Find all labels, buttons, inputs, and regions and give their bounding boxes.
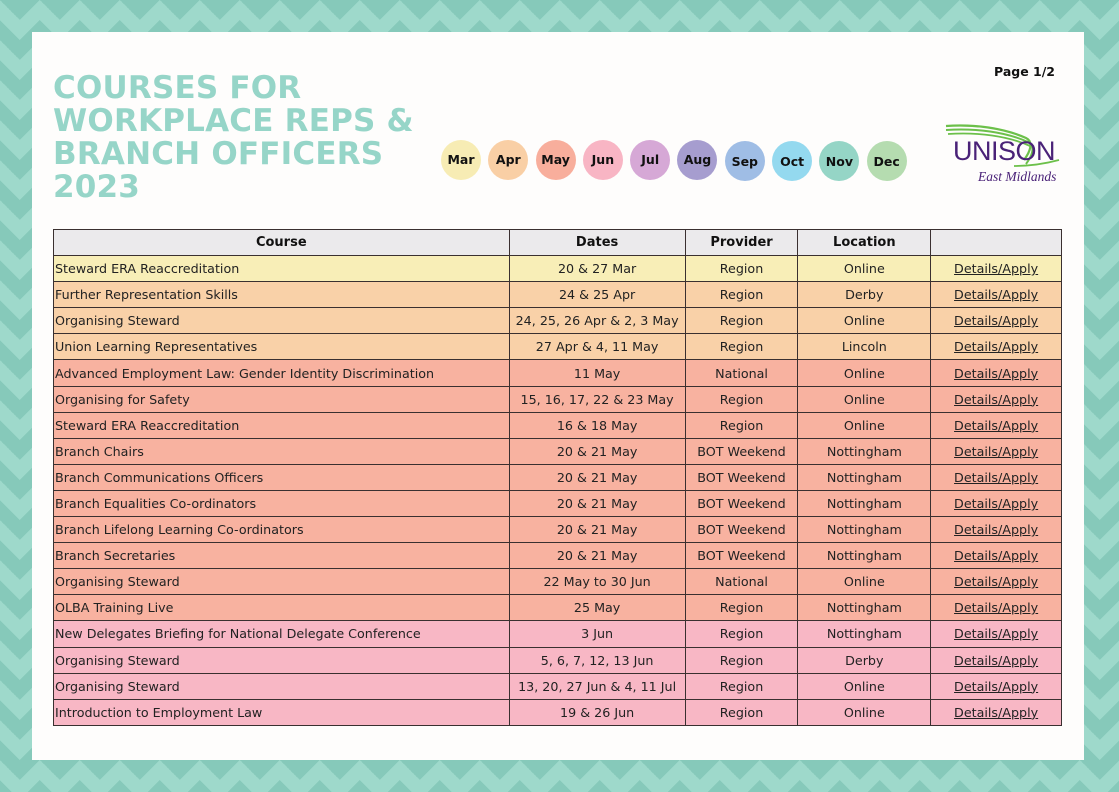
title-line-1: COURSES FOR (53, 70, 302, 106)
column-header-provider: Provider (685, 230, 798, 256)
course-cell: Branch Communications Officers (54, 464, 510, 490)
dates-cell: 20 & 21 May (509, 438, 685, 464)
provider-cell: BOT Weekend (685, 464, 798, 490)
title-line-2: WORKPLACE REPS & (53, 103, 414, 139)
link-cell (931, 308, 1062, 334)
dates-cell: 24, 25, 26 Apr & 2, 3 May (509, 308, 685, 334)
month-badge-dec: Dec (867, 141, 907, 181)
location-cell: Nottingham (798, 517, 931, 543)
dates-cell: 20 & 27 Mar (509, 256, 685, 282)
table-row (54, 386, 1062, 412)
course-cell: Union Learning Representatives (54, 334, 510, 360)
details-apply-link[interactable]: Details/Apply (954, 313, 1039, 329)
link-cell (931, 490, 1062, 516)
details-apply-link[interactable]: Details/Apply (954, 548, 1039, 564)
page-number: Page 1/2 (994, 64, 1055, 79)
provider-cell: Region (685, 308, 798, 334)
link-cell (931, 464, 1062, 490)
link-cell (931, 621, 1062, 647)
location-cell: Online (798, 412, 931, 438)
month-color-legend (441, 138, 907, 181)
course-cell: Organising Steward (54, 647, 510, 673)
location-cell: Online (798, 308, 931, 334)
details-apply-link[interactable]: Details/Apply (954, 652, 1039, 668)
dates-cell: 22 May to 30 Jun (509, 569, 685, 595)
details-apply-link[interactable]: Details/Apply (954, 339, 1039, 355)
month-badge-mar: Mar (441, 140, 481, 180)
dates-cell: 11 May (509, 360, 685, 386)
table-row (54, 673, 1062, 699)
link-cell (931, 517, 1062, 543)
location-cell: Nottingham (798, 490, 931, 516)
column-header-course: Course (54, 230, 510, 256)
link-cell (931, 256, 1062, 282)
details-apply-link[interactable]: Details/Apply (954, 391, 1039, 407)
details-apply-link[interactable]: Details/Apply (954, 522, 1039, 538)
provider-cell: Region (685, 256, 798, 282)
link-cell (931, 543, 1062, 569)
table-row (54, 334, 1062, 360)
details-apply-link[interactable]: Details/Apply (954, 704, 1039, 720)
table-row (54, 647, 1062, 673)
provider-cell: Region (685, 621, 798, 647)
location-cell: Derby (798, 282, 931, 308)
course-cell: Branch Secretaries (54, 543, 510, 569)
month-badge-jun: Jun (583, 140, 623, 180)
dates-cell: 20 & 21 May (509, 490, 685, 516)
details-apply-link[interactable]: Details/Apply (954, 443, 1039, 459)
provider-cell: BOT Weekend (685, 438, 798, 464)
link-cell (931, 334, 1062, 360)
table-row (54, 412, 1062, 438)
location-cell: Online (798, 569, 931, 595)
details-apply-link[interactable]: Details/Apply (954, 287, 1039, 303)
column-header-location: Location (798, 230, 931, 256)
details-apply-link[interactable]: Details/Apply (954, 495, 1039, 511)
table-row (54, 360, 1062, 386)
details-apply-link[interactable]: Details/Apply (954, 469, 1039, 485)
location-cell: Online (798, 673, 931, 699)
link-cell (931, 647, 1062, 673)
link-cell (931, 360, 1062, 386)
location-cell: Nottingham (798, 595, 931, 621)
month-badge-oct: Oct (772, 141, 812, 181)
provider-cell: Region (685, 673, 798, 699)
location-cell: Online (798, 386, 931, 412)
location-cell: Derby (798, 647, 931, 673)
link-cell (931, 595, 1062, 621)
month-badge-jul: Jul (630, 140, 670, 180)
provider-cell: Region (685, 699, 798, 725)
table-row (54, 517, 1062, 543)
provider-cell: Region (685, 595, 798, 621)
details-apply-link[interactable]: Details/Apply (954, 365, 1039, 381)
provider-cell: Region (685, 647, 798, 673)
table-row (54, 308, 1062, 334)
table-row (54, 699, 1062, 725)
table-header-row (54, 230, 1062, 256)
dates-cell: 5, 6, 7, 12, 13 Jun (509, 647, 685, 673)
table-row (54, 256, 1062, 282)
course-cell: Branch Equalities Co-ordinators (54, 490, 510, 516)
table-row (54, 464, 1062, 490)
course-schedule-page (32, 32, 1084, 760)
provider-cell: BOT Weekend (685, 490, 798, 516)
unison-logo (944, 120, 1069, 190)
dates-cell: 3 Jun (509, 621, 685, 647)
course-cell: Branch Lifelong Learning Co-ordinators (54, 517, 510, 543)
page-title (53, 72, 414, 204)
provider-cell: Region (685, 386, 798, 412)
course-cell: Advanced Employment Law: Gender Identity Discrimination (54, 360, 510, 386)
dates-cell: 25 May (509, 595, 685, 621)
table-row (54, 621, 1062, 647)
month-badge-may: May (536, 140, 576, 180)
course-cell: Steward ERA Reaccreditation (54, 412, 510, 438)
provider-cell: Region (685, 334, 798, 360)
link-cell (931, 699, 1062, 725)
table-row (54, 569, 1062, 595)
dates-cell: 15, 16, 17, 22 & 23 May (509, 386, 685, 412)
location-cell: Lincoln (798, 334, 931, 360)
dates-cell: 27 Apr & 4, 11 May (509, 334, 685, 360)
dates-cell: 20 & 21 May (509, 464, 685, 490)
course-cell: Branch Chairs (54, 438, 510, 464)
provider-cell: Region (685, 412, 798, 438)
column-header-link (931, 230, 1062, 256)
provider-cell: National (685, 360, 798, 386)
location-cell: Online (798, 360, 931, 386)
provider-cell: BOT Weekend (685, 517, 798, 543)
dates-cell: 16 & 18 May (509, 412, 685, 438)
table-row (54, 543, 1062, 569)
dates-cell: 20 & 21 May (509, 543, 685, 569)
location-cell: Nottingham (798, 543, 931, 569)
dates-cell: 20 & 21 May (509, 517, 685, 543)
details-apply-link[interactable]: Details/Apply (954, 626, 1039, 642)
table-row (54, 438, 1062, 464)
course-cell: Organising Steward (54, 569, 510, 595)
course-cell: Organising for Safety (54, 386, 510, 412)
course-cell: Organising Steward (54, 673, 510, 699)
dates-cell: 19 & 26 Jun (509, 699, 685, 725)
course-cell: Steward ERA Reaccreditation (54, 256, 510, 282)
link-cell (931, 412, 1062, 438)
details-apply-link[interactable]: Details/Apply (954, 678, 1039, 694)
details-apply-link[interactable]: Details/Apply (954, 600, 1039, 616)
logo-wordmark: UNISON (953, 136, 1056, 166)
location-cell: Nottingham (798, 621, 931, 647)
title-line-3: BRANCH OFFICERS (53, 136, 384, 172)
details-apply-link[interactable]: Details/Apply (954, 574, 1039, 590)
month-badge-aug: Aug (677, 140, 717, 180)
location-cell: Online (798, 699, 931, 725)
courses-table-body (54, 256, 1062, 726)
details-apply-link[interactable]: Details/Apply (954, 417, 1039, 433)
location-cell: Online (798, 256, 931, 282)
link-cell (931, 569, 1062, 595)
courses-table (53, 229, 1062, 726)
dates-cell: 13, 20, 27 Jun & 4, 11 Jul (509, 673, 685, 699)
link-cell (931, 386, 1062, 412)
location-cell: Nottingham (798, 438, 931, 464)
course-cell: New Delegates Briefing for National Delegate Conference (54, 621, 510, 647)
month-badge-apr: Apr (488, 140, 528, 180)
title-line-4: 2023 (53, 169, 141, 205)
details-apply-link[interactable]: Details/Apply (954, 261, 1039, 277)
table-row (54, 490, 1062, 516)
course-cell: Organising Steward (54, 308, 510, 334)
course-cell: OLBA Training Live (54, 595, 510, 621)
logo-subtitle: East Midlands (978, 169, 1057, 184)
table-row (54, 282, 1062, 308)
provider-cell: National (685, 569, 798, 595)
column-header-dates: Dates (509, 230, 685, 256)
provider-cell: Region (685, 282, 798, 308)
location-cell: Nottingham (798, 464, 931, 490)
link-cell (931, 438, 1062, 464)
link-cell (931, 673, 1062, 699)
month-badge-nov: Nov (819, 141, 859, 181)
table-row (54, 595, 1062, 621)
link-cell (931, 282, 1062, 308)
dates-cell: 24 & 25 Apr (509, 282, 685, 308)
course-cell: Further Representation Skills (54, 282, 510, 308)
month-badge-sep: Sep (725, 141, 765, 181)
provider-cell: BOT Weekend (685, 543, 798, 569)
course-cell: Introduction to Employment Law (54, 699, 510, 725)
